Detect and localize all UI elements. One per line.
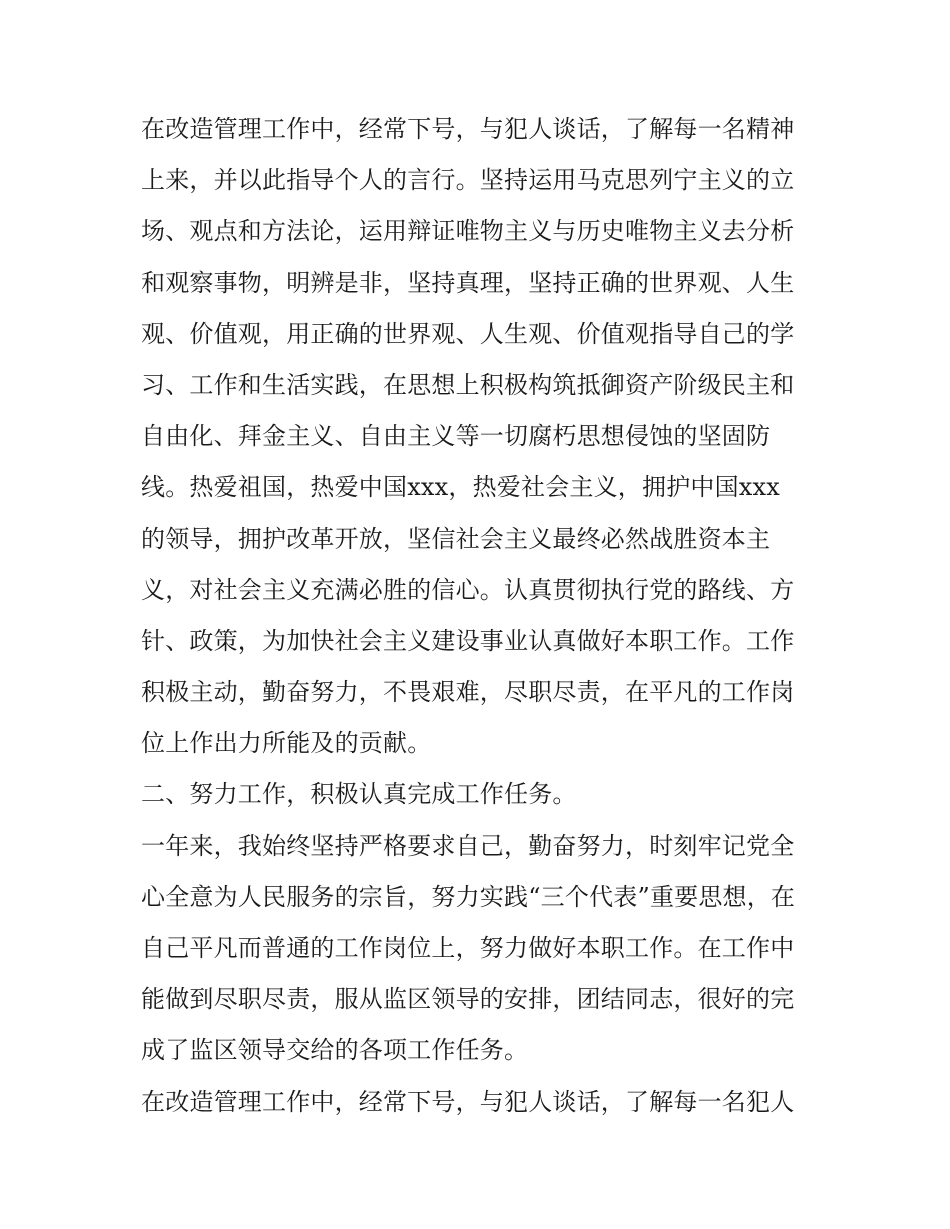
text-line: 线。热爱祖国，热爱中国xxx，热爱社会主义，拥护中国xxx [141,473,781,502]
text-line: 位上作出力所能及的贡献。 [141,729,432,758]
text-line: 的领导，拥护改革开放，坚信社会主义最终必然战胜资本主 [141,524,771,553]
text-line: 一年来，我始终坚持严格要求自己，勤奋努力，时刻牢记党全 [141,831,795,860]
text-line: 针、政策，为加快社会主义建设事业认真做好本职工作。工作 [141,626,795,655]
text-line: 心全意为人民服务的宗旨，努力实践“三个代表”重要思想，在 [141,882,796,911]
text-line: 习、工作和生活实践，在思想上积极构筑抵御资产阶级民主和 [141,370,795,399]
text-line: 能做到尽职尽责，服从监区领导的安排，团结同志，很好的完 [141,985,795,1014]
text-line: 自由化、拜金主义、自由主义等一切腐朽思想侵蚀的坚固防 [141,422,771,451]
text-line: 义，对社会主义充满必胜的信心。认真贯彻执行党的路线、方 [141,575,795,604]
text-line: 场、观点和方法论，运用辩证唯物主义与历史唯物主义去分析 [141,217,795,246]
text-line: 上来，并以此指导个人的言行。坚持运用马克思列宁主义的立 [141,166,795,195]
section-heading: 二、努力工作，积极认真完成工作任务。 [141,780,577,809]
text-line: 成了监区领导交给的各项工作任务。 [141,1036,529,1065]
text-line: 和观察事物，明辨是非，坚持真理，坚持正确的世界观、人生 [141,268,795,297]
text-line: 在改造管理工作中，经常下号，与犯人谈话，了解每一名精神 [141,115,795,143]
text-line: 在改造管理工作中，经常下号，与犯人谈话，了解每一名犯人 [141,1087,795,1116]
text-line: 自己平凡而普通的工作岗位上，努力做好本职工作。在工作中 [141,934,795,962]
text-line: 积极主动，勤奋努力，不畏艰难，尽职尽责，在平凡的工作岗 [141,678,795,707]
text-line: 观、价值观，用正确的世界观、人生观、价值观指导自己的学 [141,319,795,348]
document-body [141,104,821,1128]
